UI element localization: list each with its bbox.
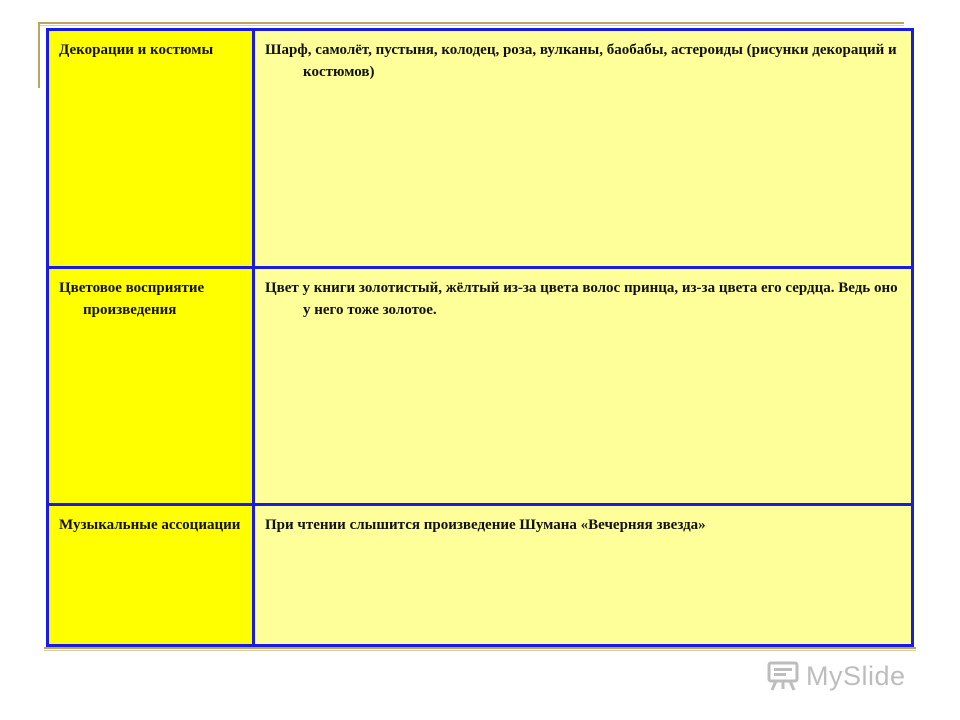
decorative-rule-bottom — [44, 647, 916, 649]
row-value: При чтении слышится произведение Шумана «Вечерняя звезда» — [265, 517, 706, 533]
row-value: Цвет у книги золотистый, жёлтый из-за цвета волос принца, из-за цвета его сердца. Ведь оно у него тоже золотое. — [265, 280, 898, 318]
row-label: Декорации и костюмы — [59, 42, 214, 58]
row-label-cell — [48, 30, 254, 268]
row-value-cell — [254, 505, 913, 646]
table-row — [48, 30, 913, 268]
info-table — [46, 28, 914, 647]
row-label: Цветовое восприятие произведения — [59, 280, 205, 318]
decorative-rule-left — [38, 22, 40, 88]
decorative-rule-bottom-shadow — [44, 650, 916, 651]
table-row — [48, 505, 913, 646]
watermark-text: MySlide — [806, 660, 906, 691]
row-label: Музыкальные ассоциации — [59, 517, 241, 533]
row-value-cell — [254, 30, 913, 268]
row-label-cell — [48, 505, 254, 646]
decorative-rule-top — [38, 22, 904, 24]
decorative-rule-top-shadow — [38, 25, 904, 26]
watermark — [766, 656, 906, 696]
row-value-cell — [254, 268, 913, 505]
presentation-board-icon — [766, 659, 800, 693]
row-label-cell — [48, 268, 254, 505]
row-value: Шарф, самолёт, пустыня, колодец, роза, вулканы, баобабы, астероиды (рисунки декораций и костюмов) — [265, 42, 897, 80]
table-row — [48, 268, 913, 505]
